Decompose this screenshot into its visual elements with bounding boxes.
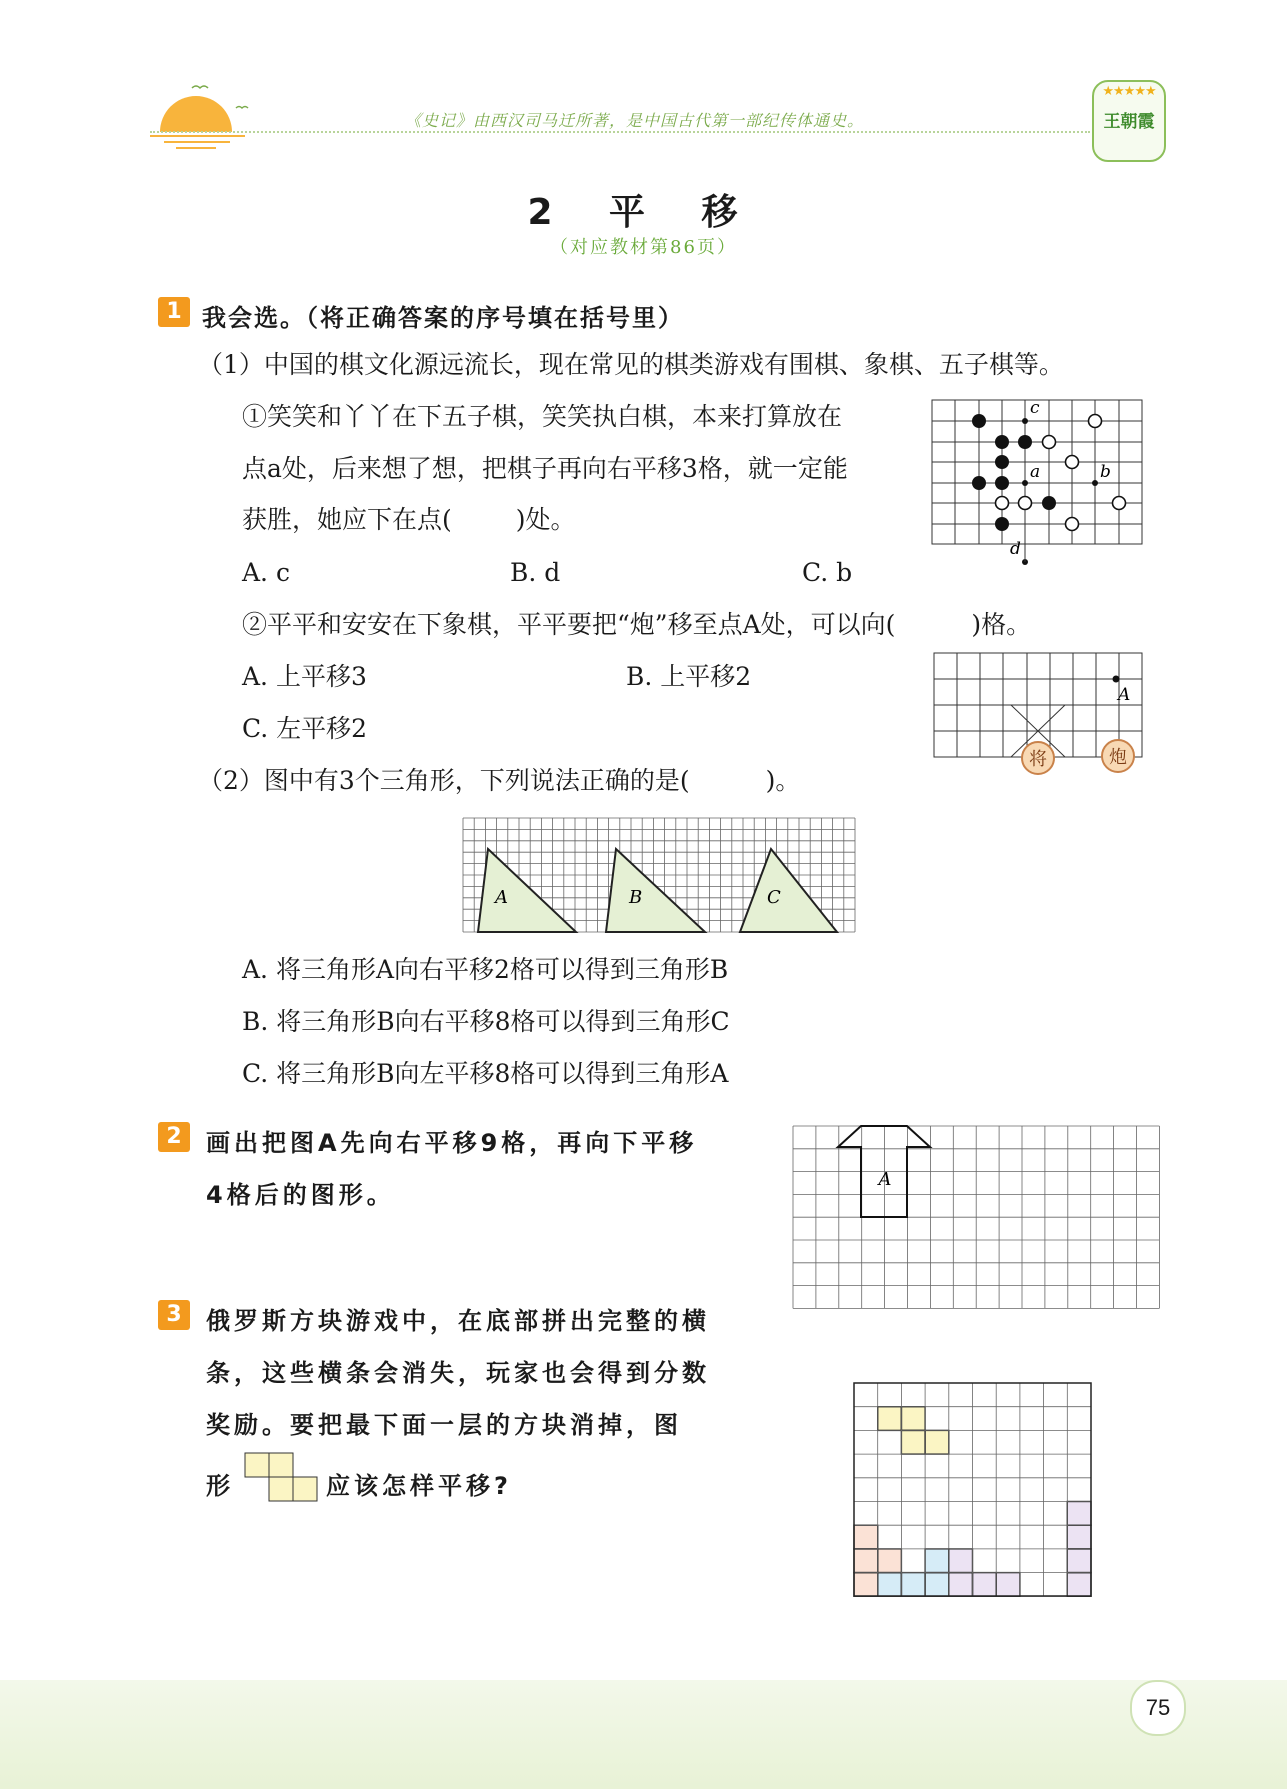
question-text: 4格后的图形。 [206, 1181, 395, 1209]
tetris-board [853, 1380, 1093, 1600]
tetris-block [1067, 1573, 1091, 1597]
point-marker [1092, 480, 1098, 486]
black-stone [972, 476, 986, 490]
point-marker [1113, 676, 1120, 683]
header-quote: 《史记》由西汉司马迁所著，是中国古代第一部纪传体通史。 [405, 111, 865, 130]
question-text [242, 505, 576, 535]
tetris-block [854, 1525, 878, 1549]
tetris-block [901, 1573, 925, 1597]
option-c[interactable]: C. 将三角形B向左平移8格可以得到三角形A [242, 1059, 729, 1088]
black-stone [1042, 496, 1056, 510]
tetris-block [878, 1573, 902, 1597]
triangle-label-a: A [495, 887, 508, 908]
question-text: 条，这些横条会消失，玩家也会得到分数 [206, 1359, 710, 1387]
question-number: 1 [158, 297, 190, 327]
question-text: 画出把图A先向右平移9格，再向下平移 [206, 1129, 698, 1157]
white-stone [1066, 456, 1079, 469]
point-marker [1022, 418, 1028, 424]
question-text-part: ②平平和安安在下象棋，平平要把“炮”移至点A处，可以向( [242, 610, 896, 639]
question-text: 俄罗斯方块游戏中，在底部拼出完整的横 [206, 1307, 710, 1335]
grid-lines [793, 1126, 1159, 1308]
white-stone [1043, 436, 1056, 449]
question-text-part: 应该怎样平移? [326, 1472, 512, 1500]
triangle-grid [461, 816, 857, 934]
tetris-block [1067, 1525, 1091, 1549]
triangle-b [606, 849, 705, 932]
question-text: （1）中国的棋文化源远流长，现在常见的棋类游戏有围棋、象棋、五子棋等。 [198, 350, 1064, 379]
black-stone [972, 414, 986, 428]
tetris-block [949, 1549, 973, 1573]
black-stone [1018, 435, 1032, 449]
footer-band [0, 1680, 1287, 1789]
triangle-a [478, 849, 576, 932]
star-icon: ★★★★★ [1102, 84, 1156, 99]
question-number: 2 [158, 1122, 190, 1152]
black-stone [995, 435, 1009, 449]
jiang-label: 将 [1029, 749, 1047, 770]
tetris-block [973, 1573, 997, 1597]
black-stone [995, 476, 1009, 490]
question-text-part: )。 [765, 766, 801, 795]
brand-badge [1092, 80, 1166, 162]
option-a[interactable]: A. c [242, 558, 290, 587]
page-subtitle: （对应教材第86页） [550, 237, 737, 258]
tetris-block [996, 1573, 1020, 1597]
pao-label: 炮 [1109, 747, 1127, 768]
option-b[interactable]: B. 上平移2 [626, 662, 752, 691]
tetris-block [878, 1549, 902, 1573]
tetris-block [1067, 1549, 1091, 1573]
question-text-part: 形 [206, 1472, 234, 1500]
header-divider [150, 131, 1090, 133]
question-text-part: )格。 [971, 610, 1032, 639]
translation-grid[interactable] [792, 1125, 1160, 1310]
tetris-block [925, 1430, 949, 1454]
tetris-block [1067, 1502, 1091, 1526]
question-text-part: )处。 [515, 505, 576, 534]
question-text: 点a处，后来想了想，把棋子再向右平移3格，就一定能 [242, 454, 848, 483]
point-label-a: a [1030, 462, 1041, 482]
question-text: ①笑笑和丫丫在下五子棋，笑笑执白棋，本来打算放在 [242, 402, 843, 431]
point-marker [1022, 480, 1028, 486]
black-stone [995, 455, 1009, 469]
tetris-block [878, 1407, 902, 1431]
white-stone [1089, 415, 1102, 428]
question-text [198, 766, 800, 796]
tetris-block [949, 1573, 973, 1597]
point-label-b: b [1100, 462, 1111, 482]
tetris-block [925, 1573, 949, 1597]
question-text-part: （2）图中有3个三角形，下列说法正确的是( [198, 766, 690, 795]
tetris-block [854, 1573, 878, 1597]
option-a[interactable]: A. 将三角形A向右平移2格可以得到三角形B [242, 955, 729, 984]
question-number: 3 [158, 1300, 190, 1330]
point-label-c: c [1030, 398, 1040, 418]
question-text [242, 610, 1031, 640]
white-stone [996, 497, 1009, 510]
brand-badge-text: 王朝霞 [1103, 112, 1155, 132]
question-text: 奖励。要把最下面一层的方块消掉，图 [206, 1411, 682, 1439]
option-c[interactable]: C. 左平移2 [242, 714, 368, 743]
tetris-block [901, 1407, 925, 1431]
question-text-part: 获胜，她应下在点( [242, 505, 452, 534]
tetris-block [901, 1430, 925, 1454]
option-a[interactable]: A. 上平移3 [242, 662, 367, 691]
page-number: 75 [1130, 1680, 1186, 1736]
white-stone [1066, 518, 1079, 531]
pao-piece [1102, 740, 1134, 772]
triangle-label-c: C [767, 887, 781, 908]
point-label-d: d [1010, 539, 1021, 559]
option-b[interactable]: B. d [510, 558, 561, 587]
jiang-piece [1022, 742, 1054, 774]
triangle-label-b: B [629, 887, 643, 908]
point-label-a: A [1118, 685, 1131, 705]
chess-board [930, 650, 1146, 780]
question-heading: 我会选。（将正确答案的序号填在括号里） [202, 304, 684, 332]
gomoku-board [928, 396, 1146, 568]
option-c[interactable]: C. b [802, 558, 853, 587]
option-b[interactable]: B. 将三角形B向右平移8格可以得到三角形C [242, 1007, 730, 1036]
tetris-block [925, 1549, 949, 1573]
shape-label-a: A [878, 1169, 892, 1190]
white-stone [1019, 497, 1032, 510]
tetris-block [854, 1549, 878, 1573]
tetromino-icon [244, 1452, 318, 1504]
sun-logo-icon [150, 80, 260, 150]
page-title: 2 平 移 [527, 192, 760, 233]
white-stone [1113, 497, 1126, 510]
black-stone [995, 517, 1009, 531]
